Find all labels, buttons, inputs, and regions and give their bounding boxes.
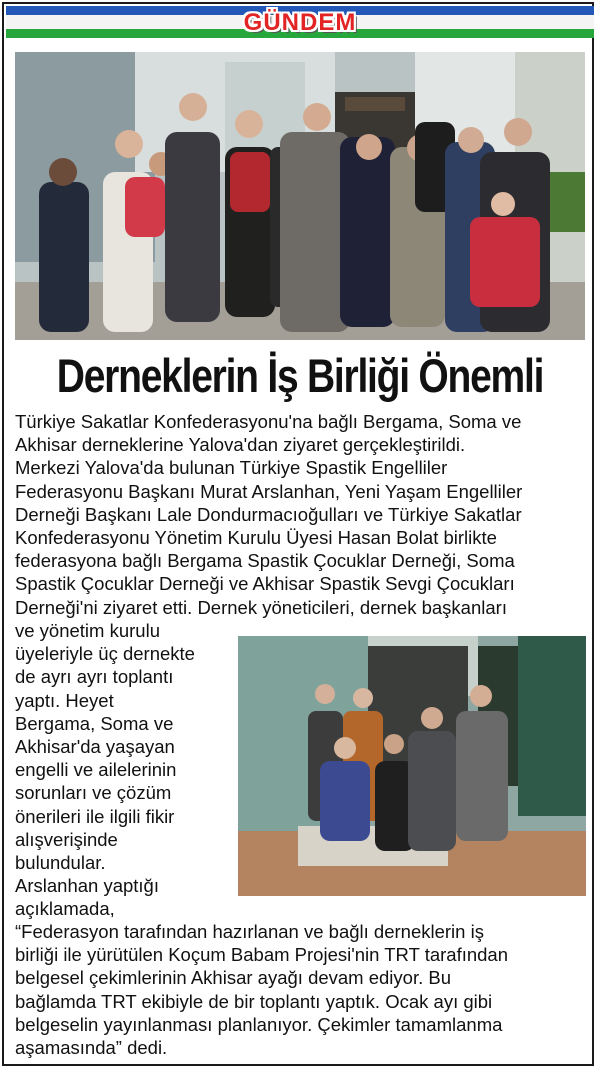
article-line: Akhisar derneklerine Yalova'dan ziyaret gerçekleştirildi. [15, 434, 466, 456]
article-line: federasyona bağlı Bergama Spastik Çocuklar Derneği, Soma [15, 550, 515, 572]
quote-line: birliği ile yürütülen Koçum Babam Projesi'nin TRT tarafından [15, 944, 509, 966]
quote-line: belgesel çekimlerinin Akhisar ayağı devam ediyor. Bu [15, 967, 452, 989]
article-line: Konfederasyonu Yönetim Kurulu Üyesi Hasan Bolat birlikte [15, 526, 497, 548]
article-line: yaptı. Heyet [15, 689, 114, 711]
article-line: Türkiye Sakatlar Konfederasyonu'na bağlı Bergama, Soma ve [15, 411, 522, 432]
article-line: Derneği'ni ziyaret etti. Dernek yöneticileri, dernek başkanları [15, 596, 507, 618]
article-line: alışverişinde [15, 828, 118, 850]
article-line: Derneği Başkanı Lale Dondurmacıoğulları ve Türkiye Sakatlar [15, 503, 522, 525]
article-line: de ayrı ayrı toplantı [15, 666, 174, 688]
quote-line: aşamasında” dedi. [15, 1036, 168, 1058]
article-line: Arslanhan yaptığı [15, 875, 159, 897]
article-intro [15, 410, 587, 619]
article-line: bulundular. [15, 851, 106, 873]
article-line: üyeleriyle üç dernekte [15, 643, 195, 665]
section-title: GÜNDEM [243, 9, 357, 36]
article-line: Spastik Çocuklar Derneği ve Akhisar Spastik Sevgi Çocukları [15, 573, 515, 595]
quote-line: bağlamda TRT ekibiyle de bir toplantı yaptık. Ocak ayı gibi [15, 990, 493, 1012]
visit-photo [238, 636, 586, 896]
group-photo-illustration [15, 52, 585, 340]
headline: Derneklerin İş Birliği Önemli [56, 349, 544, 402]
article-line: engelli ve ailelerinin [15, 759, 177, 781]
article-line: Bergama, Soma ve [15, 712, 174, 734]
article-quote [15, 920, 587, 1059]
article-line: ve yönetim kurulu [15, 620, 160, 641]
section-banner [6, 6, 594, 38]
visit-photo-illustration [238, 636, 586, 896]
article-line: Federasyonu Başkanı Murat Arslanhan, Yeni Yaşam Engelliler [15, 480, 523, 502]
article-line: Akhisar'da yaşayan [15, 735, 175, 757]
article-line: sorunları ve çözüm [15, 782, 172, 804]
article-line: önerileri ile ilgili fikir [15, 805, 175, 827]
quote-line: “Federasyon tarafından hazırlanan ve bağlı derneklerin iş [15, 921, 484, 942]
quote-line: belgeselin yayınlanması planlanıyor. Çekimler tamamlanma [15, 1013, 503, 1035]
group-photo [15, 52, 585, 340]
article-line: Merkezi Yalova'da bulunan Türkiye Spastik Engelliler [15, 457, 448, 479]
article-narrow-column [15, 619, 235, 920]
article-line: açıklamada, [15, 898, 115, 920]
